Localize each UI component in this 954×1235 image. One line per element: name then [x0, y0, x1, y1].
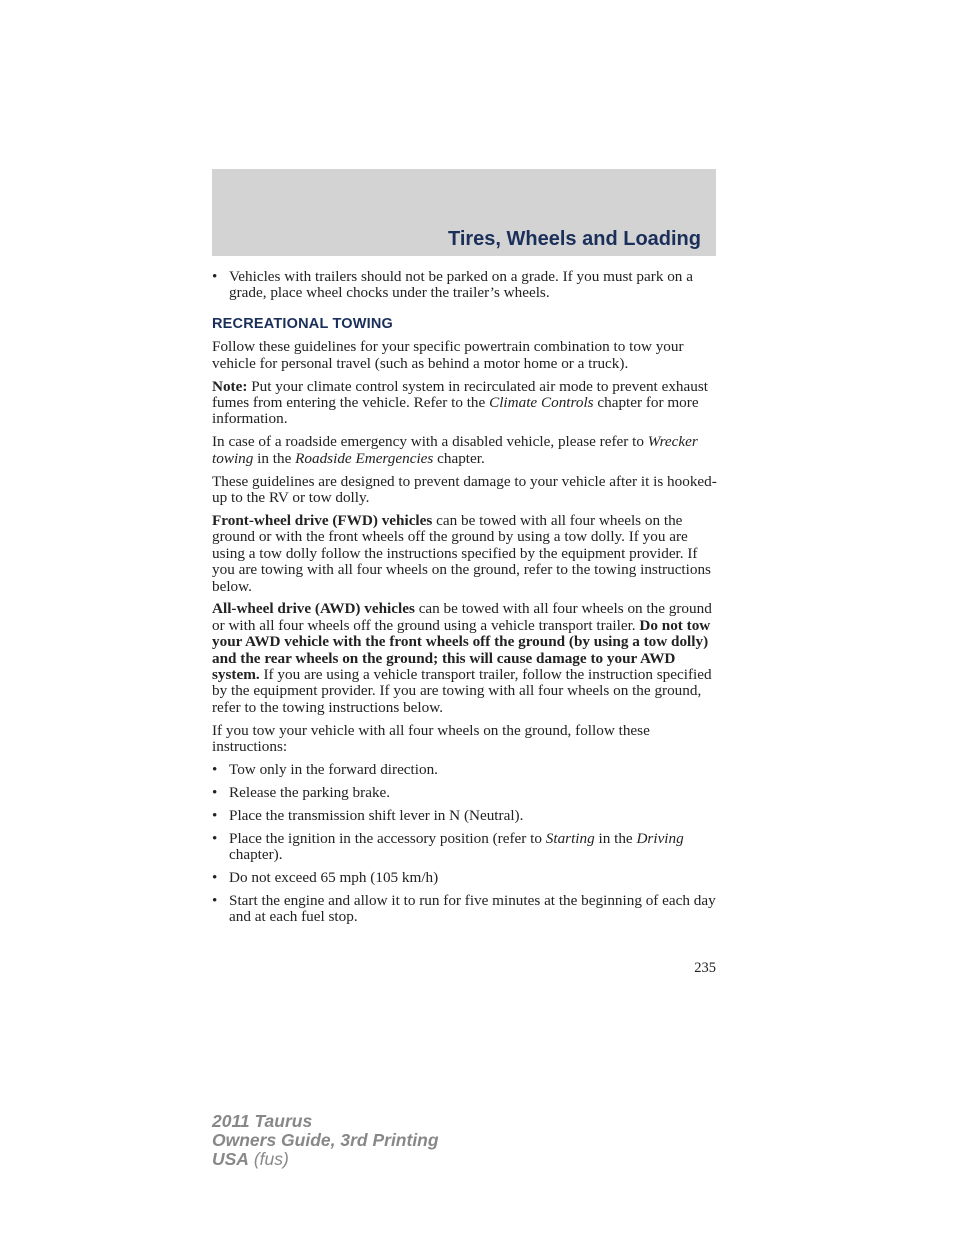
bullet-icon: •: [212, 829, 218, 847]
chapter-reference: Roadside Emergencies: [295, 449, 434, 467]
footer-edition: Owners Guide, 3rd Printing: [212, 1130, 439, 1150]
list-item-text-part: Place the ignition in the accessory position (refer to: [229, 829, 546, 847]
paragraph: If you tow your vehicle with all four wheels on the ground, follow these instructions:: [212, 721, 650, 756]
awd-term: All-wheel drive (AWD) vehicles: [212, 600, 415, 618]
list-item: [212, 893, 718, 926]
list-item: [212, 870, 718, 886]
note-text: Put your climate control system in recirculated air mode to prevent exhaust fumes from entering the vehicle. Refer to the: [212, 377, 708, 411]
section-heading: RECREATIONAL TOWING: [212, 315, 394, 332]
list-item-text-part: in the: [594, 829, 637, 847]
page-content: [212, 269, 718, 932]
paragraph-text: can be towed with all four wheels on the ground or with all four wheels off the ground using a vehicle transport trailer.: [212, 600, 712, 634]
bullet-icon: •: [212, 892, 218, 909]
footer-region: [212, 1150, 439, 1169]
bullet-icon: •: [212, 806, 218, 824]
list-item-text: Tow only in the forward direction.: [229, 761, 438, 779]
list-item: [212, 831, 718, 864]
bullet-icon: •: [212, 783, 218, 801]
chapter-reference: Climate Controls: [489, 393, 594, 411]
list-item: [212, 269, 718, 302]
note-text: chapter for more information.: [212, 393, 699, 428]
awd-paragraph: [212, 601, 718, 716]
fwd-paragraph: [212, 513, 718, 595]
bullet-icon: •: [212, 869, 218, 887]
list-item-text-part: chapter).: [229, 846, 283, 864]
paragraph-text: can be towed with all four wheels on the ground or with the front wheels off the ground by using a tow dolly. If you are using a tow dolly follow the instructions specified by the equipment provider. If you are towing with all four wheels on the ground, refer to the towing instructions below.: [212, 511, 711, 595]
paragraph: Follow these guidelines for your specific powertrain combination to tow your vehicle for personal travel (such as behind a motor home or a truck).: [212, 338, 684, 372]
awd-warning: Do not tow your AWD vehicle with the front wheels off the ground (by using a tow dolly) and the rear wheels on the ground; this will cause damage to your AWD system.: [212, 616, 711, 684]
note-label: Note:: [212, 377, 248, 395]
chapter-reference: Driving: [636, 829, 684, 847]
list-item-text: Vehicles with trailers should not be parked on a grade. If you must park on a grade, place wheel chocks under the trailer’s wheels.: [229, 268, 693, 302]
list-item: [212, 808, 718, 824]
paragraph-text: In case of a roadside emergency with a disabled vehicle, please refer to: [212, 433, 648, 451]
footer-model: 2011 Taurus: [212, 1111, 313, 1131]
list-item: [212, 762, 718, 778]
footer-region-name: USA: [212, 1149, 249, 1169]
bullet-icon: •: [212, 761, 218, 779]
chapter-title: Tires, Wheels and Loading: [447, 228, 701, 250]
bullet-icon: •: [212, 268, 218, 285]
document-footer: [212, 1112, 439, 1169]
note-paragraph: [212, 379, 718, 428]
list-item-text: Do not exceed 65 mph (105 km/h): [229, 869, 439, 887]
paragraph-text: in the: [253, 449, 296, 467]
list-item-text: Release the parking brake.: [229, 783, 391, 801]
page-number: 235: [694, 960, 716, 976]
list-item-text: Start the engine and allow it to run for five minutes at the beginning of each day and at each fuel stop.: [229, 892, 716, 926]
list-item-text: Place the transmission shift lever in N (Neutral).: [229, 806, 524, 824]
list-item-text: [229, 830, 684, 863]
paragraph: These guidelines are designed to prevent damage to your vehicle after it is hooked-up to the RV or tow dolly.: [212, 472, 717, 506]
fwd-term: Front-wheel drive (FWD) vehicles: [212, 511, 433, 529]
list-item: [212, 785, 718, 801]
chapter-header-band: [212, 169, 716, 256]
footer-region-code: (fus): [248, 1149, 289, 1169]
topic-reference: Starting: [545, 829, 595, 847]
topic-reference: Wrecker towing: [212, 433, 698, 467]
paragraph-text: If you are using a vehicle transport trailer, follow the instruction specified by the equipment provider. If you are towing with all four wheels on the ground, refer to the towing instructions below.: [212, 666, 712, 716]
paragraph-text: chapter.: [433, 449, 485, 467]
paragraph: [212, 434, 718, 467]
